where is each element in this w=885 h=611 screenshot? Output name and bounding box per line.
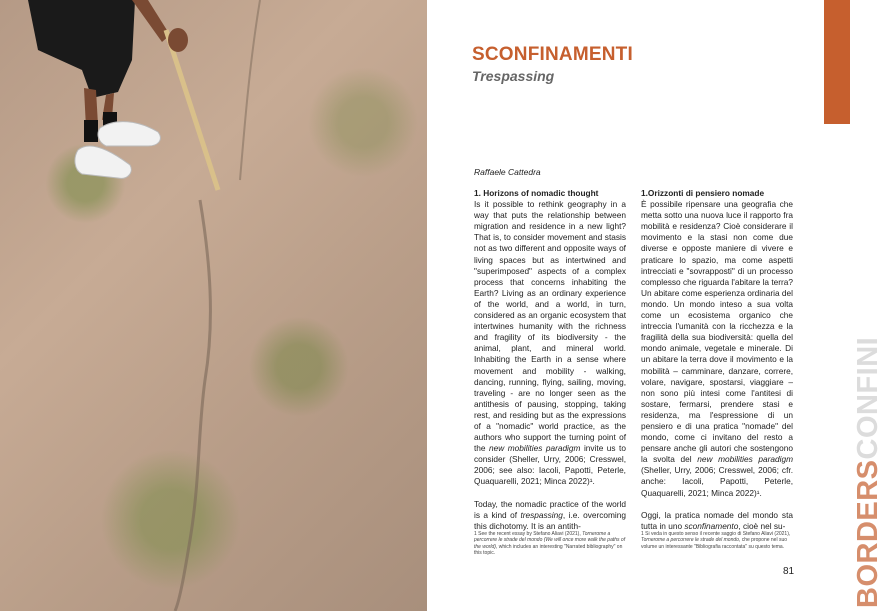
italian-paragraph-1: È possibile ripensare una geografia che metta sotto una nuova luce il rapporto fra mobilità e residenza? Cioè considerare il movimento e la stasi non come due diverse e opposte maniere di vivere e praticare lo spazio, ma come aspetti intrecciati e "sovrapposti" di un processo complesso che riguarda l'abitare la terra? Un abitare come esperienza ordinaria del mondo. Un mondo inteso a sua volta come un ecosistema organico che intreccia l'umanità con la ricchezza e la fragilità della sua biodiversità: quella del mondo animale, vegetale e minerale. Di un abitare la terra dove il movimento e la mobilità – camminare, danzare, correre, volare, navigare, spostarsi, viaggiare – non sono più intesi come l'antitesi di sostare, fermarsi, prendere stasi e residenza, ma l'espressione di un pensiero e di una pratica "nomade" del mondo, come ci invitano del resto a pensare anche gli autori che sostengono la svolta del new mobilities paradigm (Sheller, Urry, 2006; Cresswel, 2006; cfr. anche: Iacoli, Papotti, Peterle, Quaquarelli, 2021; Minca 2022)¹. <box>641 199 793 498</box>
photo-scene <box>0 0 427 611</box>
vertical-label-borders: BORDERS <box>852 459 884 608</box>
english-footnote: 1 See the recent essay by Stefano Aliavi (2021), Tornerome a percorrere le strade del mondo (We will once more walk the paths of the world), which includes an interesting "Narrated bibliography" on this topic. <box>474 531 626 557</box>
english-paragraph-1: Is it possible to rethink geography in a way that puts the relationship between migration and residence in a new light? That is, to consider movement and stasis not as two different and opposite ways of living spaces but as intertwined and "superimposed" aspects of a complex process that concerns inhabiting the Earth? Living as an ordinary experience of the world, and a world, in turn, considered as an organic ecosystem that intertwines humanity with the richness and fragility of its biodiversity - the animal, plant, and mineral world. Inhabiting the Earth in a sense where movement and mobility - walking, dancing, running, flying, sailing, moving, traveling - are no longer seen as the antithesis of pausing, stopping, taking rest, and residing but as the expressions of a "nomadic" world practice, as the authors who support the turning point of the new mobilities paradigm invite us to consider (Sheller, Urry, 2006; Cresswel, 2006; see also: Iacoli, Papotti, Peterle, Quaquarelli, 2021; Minca 2022)¹. <box>474 199 626 487</box>
cover-photo <box>0 0 427 611</box>
vertical-label-confini: CONFINI <box>852 336 884 460</box>
accent-bar <box>824 0 850 124</box>
english-column <box>474 188 626 543</box>
vertical-section-label <box>852 337 885 608</box>
italian-column <box>641 188 793 543</box>
article-subtitle: Trespassing <box>472 68 555 84</box>
english-paragraph-2: Today, the nomadic practice of the world is a kind of trespassing, i.e. overcoming this dichotomy. It is an antith- <box>474 498 626 531</box>
italian-heading: 1.Orizzonti di pensiero nomade <box>641 188 765 198</box>
italian-paragraph-2: Oggi, la pratica nomade del mondo sta tutta in uno sconfinamento, cioè nel su- <box>641 509 793 531</box>
author-name: Raffaele Cattedra <box>474 167 541 177</box>
article-title: SCONFINAMENTI <box>472 44 633 65</box>
italian-footnote: 1 Si veda in questo senso il recente saggio di Stefano Aliavi (2021), Tornerome a percorrere le strade del mondo, che propone nel suo volume un interessante "Bibliografia raccontata" su questo tema. <box>641 531 791 550</box>
page-number: 81 <box>783 566 795 577</box>
english-heading: 1. Horizons of nomadic thought <box>474 188 599 198</box>
